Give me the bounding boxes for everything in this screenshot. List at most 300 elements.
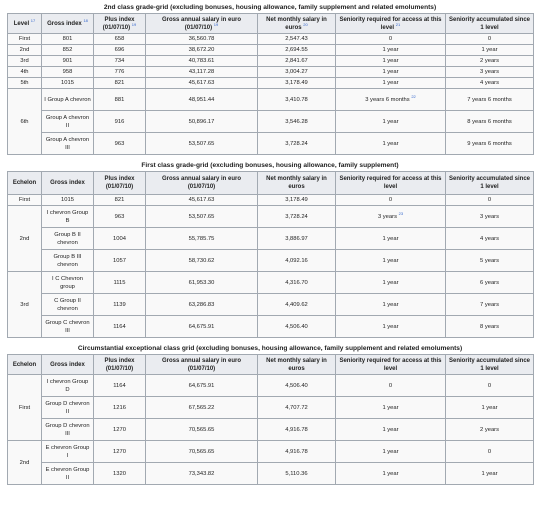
cell-net [258, 78, 336, 89]
cell-annual [146, 206, 258, 228]
cell-value: I chevron Group D [46, 378, 89, 393]
footnote-ref[interactable]: 22 [411, 93, 416, 99]
cell-gross [42, 89, 94, 111]
cell-annual [146, 89, 258, 111]
column-header-label: Seniority required for access at this level [339, 357, 442, 372]
cell-value: 3 years [377, 213, 397, 220]
cell-net [258, 463, 336, 485]
cell-annual [146, 272, 258, 294]
column-header-label: Gross annual salary in euro (01/07/10) [161, 16, 242, 31]
cell-net [258, 441, 336, 463]
cell-value: 963 [114, 140, 125, 147]
footnote-ref[interactable]: 19 [213, 21, 219, 27]
cell-value: 0 [487, 382, 492, 389]
cell-value: Group D chevron III [45, 422, 90, 437]
cell-gross [42, 111, 94, 133]
column-header [258, 14, 336, 34]
cell-net [258, 272, 336, 294]
cell-gross [42, 195, 94, 206]
cell-value: 1 year [382, 235, 399, 242]
cell-annual [146, 294, 258, 316]
cell-acc [446, 45, 534, 56]
cell-value: 2 years [479, 426, 499, 433]
cell-net [258, 375, 336, 397]
cell-req [336, 463, 446, 485]
cell-value: 1164 [113, 323, 126, 330]
cell-plus [94, 78, 146, 89]
cell-gross [42, 34, 94, 45]
cell-req [336, 228, 446, 250]
cell-value: Group D chevron II [45, 400, 90, 415]
grade-grid-first-class [7, 160, 533, 338]
grade-grid-2nd-class [7, 2, 533, 155]
column-header-label: Echelon [12, 361, 37, 368]
cell-acc [446, 272, 534, 294]
cell-value: 43,117.28 [188, 69, 215, 75]
footnote-ref[interactable]: 18 [83, 17, 88, 23]
cell-plus [94, 56, 146, 67]
cell-req [336, 206, 446, 228]
cell-plus [94, 397, 146, 419]
cell-value: 0 [487, 36, 492, 42]
table-row [8, 34, 534, 45]
table-row [8, 419, 534, 441]
column-header [336, 172, 446, 195]
column-header [446, 14, 534, 34]
table-row [8, 133, 534, 155]
column-header [94, 355, 146, 375]
cell-value: 4,409.62 [285, 301, 308, 308]
cell-annual [146, 78, 258, 89]
column-header [146, 14, 258, 34]
cell-gross [42, 441, 94, 463]
cell-gross [42, 375, 94, 397]
column-header-label: Gross index [50, 180, 85, 186]
cell-gross [42, 45, 94, 56]
cell-value: 1164 [113, 382, 126, 389]
cell-value: 3 years [479, 213, 499, 220]
column-header-label: Level [13, 20, 30, 27]
footnote-ref[interactable]: 23 [398, 210, 404, 216]
cell-value: 67,565.22 [188, 404, 215, 411]
cell-req [336, 250, 446, 272]
cell-net [258, 397, 336, 419]
cell-value: I C Chevron group [52, 275, 83, 290]
cell-value: 40,783.61 [188, 58, 215, 64]
cell-level: First [8, 34, 42, 45]
cell-annual [146, 441, 258, 463]
cell-value: 1 year [382, 404, 399, 411]
table-row [8, 89, 534, 111]
column-header-label: Net monthly salary in euros [266, 16, 327, 31]
cell-value: 1 year [382, 257, 399, 264]
column-header-label: Gross index [50, 361, 85, 368]
cell-value: 7 years [479, 301, 499, 308]
cell-gross [42, 272, 94, 294]
column-header [446, 172, 534, 195]
cell-gross [42, 294, 94, 316]
column-header [258, 172, 336, 195]
cell-value: 2,841.67 [285, 58, 308, 64]
cell-value: 0 [388, 36, 393, 42]
column-header [258, 355, 336, 375]
cell-plus [94, 34, 146, 45]
cell-value: 63,286.83 [188, 301, 215, 308]
cell-value: 852 [62, 47, 73, 53]
cell-value: 958 [62, 69, 73, 75]
footnote-ref[interactable]: 21 [395, 21, 401, 27]
cell-value: 3,004.27 [285, 69, 308, 75]
cell-annual [146, 133, 258, 155]
cell-annual [146, 56, 258, 67]
cell-value: 73,343.82 [188, 470, 215, 477]
cell-value: 1004 [113, 235, 126, 242]
cell-value: 70,565.65 [188, 448, 215, 455]
cell-value: C Group II chevron [54, 297, 81, 312]
cell-value: 48,951.44 [188, 96, 215, 103]
column-header [336, 14, 446, 34]
cell-value: 50,896.17 [188, 118, 215, 125]
table-row [8, 78, 534, 89]
column-header [42, 355, 94, 375]
cell-net [258, 45, 336, 56]
cell-value: Group A chevron III [45, 136, 90, 151]
column-header [336, 355, 446, 375]
cell-plus [94, 111, 146, 133]
cell-value: 776 [114, 69, 125, 75]
cell-level: First [8, 195, 42, 206]
cell-plus [94, 195, 146, 206]
cell-gross [42, 56, 94, 67]
cell-plus [94, 67, 146, 78]
table-caption: Circumstantial exceptional class grid (excluding bonuses, housing allowance, family supplement and related emoluments) [77, 345, 463, 352]
cell-net [258, 56, 336, 67]
cell-req [336, 375, 446, 397]
cell-value: 70,565.65 [188, 426, 215, 433]
cell-value: 881 [114, 96, 125, 103]
cell-value: 5 years [479, 257, 499, 264]
cell-plus [94, 375, 146, 397]
cell-value: 963 [114, 213, 125, 220]
cell-plus [94, 133, 146, 155]
cell-value: 4 years [479, 235, 499, 242]
cell-value: 7 years 6 months [467, 96, 512, 103]
cell-net [258, 34, 336, 45]
column-header-label: Gross annual salary in euro (01/07/10) [161, 357, 242, 372]
cell-net [258, 228, 336, 250]
table-row [8, 463, 534, 485]
cell-value: 3,178.49 [285, 80, 308, 86]
table-row [8, 111, 534, 133]
cell-level: 5th [8, 78, 42, 89]
cell-req [336, 89, 446, 111]
cell-req [336, 272, 446, 294]
column-header-label: Gross annual salary in euro (01/07/10) [161, 176, 242, 190]
cell-value: 1 year [382, 448, 399, 455]
cell-value: 45,617.63 [188, 197, 215, 203]
column-header [42, 14, 94, 34]
cell-net [258, 250, 336, 272]
cell-acc [446, 294, 534, 316]
cell-req [336, 441, 446, 463]
footnote-ref[interactable]: 20 [303, 21, 308, 27]
cell-plus [94, 294, 146, 316]
cell-value: 38,672.20 [188, 47, 215, 53]
cell-value: 1 year [382, 69, 399, 75]
column-header [94, 172, 146, 195]
column-header [146, 355, 258, 375]
cell-acc [446, 419, 534, 441]
cell-req [336, 67, 446, 78]
cell-gross [42, 397, 94, 419]
cell-annual [146, 111, 258, 133]
cell-acc [446, 34, 534, 45]
table-row [8, 250, 534, 272]
cell-acc [446, 133, 534, 155]
cell-value: 734 [114, 58, 125, 64]
table-row [8, 441, 534, 463]
cell-value: 1 year [382, 323, 399, 330]
table-row [8, 272, 534, 294]
cell-value: 1 year [481, 47, 498, 53]
cell-req [336, 316, 446, 338]
cell-level: 3rd [8, 272, 42, 338]
cell-level: 6th [8, 89, 42, 155]
cell-req [336, 294, 446, 316]
cell-value: 1270 [113, 426, 126, 433]
column-header [8, 355, 42, 375]
cell-value: 3 years [479, 69, 499, 75]
cell-value: 4,506.40 [285, 323, 308, 330]
cell-value: 4,916.78 [285, 448, 308, 455]
table-row [8, 294, 534, 316]
cell-acc [446, 67, 534, 78]
cell-level: 2nd [8, 206, 42, 272]
cell-gross [42, 228, 94, 250]
cell-value: 4,316.70 [285, 279, 308, 286]
cell-annual [146, 34, 258, 45]
cell-req [336, 397, 446, 419]
cell-value: 45,617.63 [188, 80, 215, 86]
cell-value: 36,560.78 [188, 36, 215, 42]
cell-req [336, 195, 446, 206]
cell-net [258, 133, 336, 155]
cell-net [258, 67, 336, 78]
column-header-label: Seniority accumulated since 1 level [448, 16, 531, 31]
cell-value: 1139 [113, 301, 126, 308]
cell-value: 901 [62, 58, 73, 64]
cell-acc [446, 195, 534, 206]
cell-value: 1 year [481, 404, 498, 411]
cell-value: 55,785.75 [188, 235, 215, 242]
column-header [8, 14, 42, 34]
cell-gross [42, 419, 94, 441]
cell-plus [94, 419, 146, 441]
cell-value: 1 year [382, 426, 399, 433]
grade-grid-exceptional-class [7, 343, 533, 485]
column-header [146, 172, 258, 195]
cell-value: 1 year [382, 58, 399, 64]
cell-acc [446, 316, 534, 338]
cell-value: 5,110.36 [285, 470, 308, 477]
cell-annual [146, 419, 258, 441]
cell-annual [146, 195, 258, 206]
column-header-label: Seniority accumulated since 1 level [448, 357, 531, 372]
cell-value: 6 years [479, 279, 499, 286]
cell-level: 4th [8, 67, 42, 78]
table-header-row [8, 355, 534, 375]
footnote-ref[interactable]: 17 [30, 17, 36, 23]
cell-value: 1057 [113, 257, 126, 264]
cell-net [258, 294, 336, 316]
cell-req [336, 34, 446, 45]
cell-net [258, 316, 336, 338]
cell-level: 2nd [8, 441, 42, 485]
cell-value: 58,730.62 [188, 257, 215, 264]
cell-req [336, 78, 446, 89]
footnote-ref[interactable]: 19 [131, 21, 137, 27]
cell-value: 916 [114, 118, 125, 125]
cell-annual [146, 375, 258, 397]
cell-value: 3 years 6 months [365, 96, 410, 103]
cell-value: 0 [487, 197, 492, 203]
cell-value: 8 years 6 months [467, 118, 512, 125]
column-header-label: Plus index (01/07/10) [104, 176, 135, 190]
cell-value: 53,507.65 [188, 140, 215, 147]
cell-value: 1 year [382, 140, 399, 147]
cell-annual [146, 228, 258, 250]
cell-value: 1 year [382, 279, 399, 286]
cell-value: 2,547.43 [285, 36, 308, 42]
cell-value: 821 [114, 197, 125, 203]
cell-plus [94, 228, 146, 250]
column-header-label: Seniority required for access at this level [339, 16, 442, 31]
cell-value: 3,728.24 [285, 213, 308, 220]
cell-value: 1320 [113, 470, 126, 477]
column-header [446, 355, 534, 375]
cell-acc [446, 397, 534, 419]
cell-plus [94, 206, 146, 228]
cell-annual [146, 316, 258, 338]
cell-value: 0 [388, 382, 393, 389]
cell-value: 4 years [479, 80, 499, 86]
cell-value: 3,886.97 [285, 235, 308, 242]
cell-value: I chevron Group B [46, 209, 89, 224]
cell-value: 1 year [382, 118, 399, 125]
cell-req [336, 56, 446, 67]
cell-req [336, 133, 446, 155]
cell-value: 1015 [61, 80, 74, 86]
cell-value: 64,675.91 [188, 323, 215, 330]
table-row [8, 56, 534, 67]
table-caption: First class grade-grid (excluding bonuses, housing allowance, family supplement) [141, 162, 399, 169]
table-row [8, 397, 534, 419]
cell-value: Group B III chevron [53, 253, 82, 268]
cell-value: E chevron Group II [45, 466, 90, 481]
table-row [8, 316, 534, 338]
cell-gross [42, 250, 94, 272]
cell-value: 696 [114, 47, 125, 53]
cell-net [258, 111, 336, 133]
table-row [8, 195, 534, 206]
column-header [42, 172, 94, 195]
cell-value: Group C chevron III [45, 319, 90, 334]
cell-value: 4,092.16 [285, 257, 308, 264]
cell-gross [42, 78, 94, 89]
cell-value: 0 [388, 197, 393, 203]
cell-value: 4,707.72 [285, 404, 308, 411]
cell-net [258, 419, 336, 441]
cell-value: Group B II chevron [54, 231, 81, 246]
cell-value: 1015 [61, 197, 74, 203]
table-caption: 2nd class grade-grid (excluding bonuses, housing allowance, family supplement and related emoluments) [103, 4, 437, 11]
cell-level: 2nd [8, 45, 42, 56]
column-header-label: Net monthly salary in euros [266, 357, 327, 372]
cell-net [258, 89, 336, 111]
cell-acc [446, 111, 534, 133]
cell-plus [94, 441, 146, 463]
cell-value: 1 year [382, 470, 399, 477]
cell-gross [42, 133, 94, 155]
cell-value: I Group A chevron [44, 96, 91, 103]
table-row [8, 375, 534, 397]
cell-value: 3,178.49 [285, 197, 308, 203]
cell-req [336, 45, 446, 56]
cell-value: 1270 [113, 448, 126, 455]
column-header-label: Gross index [47, 20, 82, 27]
cell-value: 3,410.78 [285, 96, 308, 103]
cell-gross [42, 463, 94, 485]
cell-value: 4,506.40 [285, 382, 308, 389]
cell-value: 3,728.24 [285, 140, 308, 147]
column-header [94, 14, 146, 34]
table-header-row [8, 172, 534, 195]
table-row [8, 206, 534, 228]
salary-table [7, 354, 534, 485]
salary-table [7, 171, 534, 338]
cell-value: E chevron Group I [45, 444, 90, 459]
cell-gross [42, 206, 94, 228]
cell-value: 1 year [382, 80, 399, 86]
cell-value: 61,953.30 [188, 279, 215, 286]
cell-value: 8 years [479, 323, 499, 330]
column-header-label: Net monthly salary in euros [266, 176, 327, 190]
cell-value: 1 year [481, 470, 498, 477]
cell-req [336, 419, 446, 441]
cell-value: 1115 [113, 279, 126, 286]
table-header-row [8, 14, 534, 34]
cell-value: 2 years [479, 58, 499, 64]
cell-annual [146, 463, 258, 485]
cell-value: 3,546.28 [285, 118, 308, 125]
cell-acc [446, 250, 534, 272]
column-header-label: Plus index (01/07/10) [104, 357, 135, 372]
cell-level: First [8, 375, 42, 441]
column-header-label: Plus index (01/07/10) [102, 16, 135, 31]
cell-acc [446, 56, 534, 67]
table-row [8, 228, 534, 250]
cell-value: 9 years 6 months [467, 140, 512, 147]
column-header-label: Seniority accumulated since 1 level [448, 176, 531, 190]
cell-plus [94, 89, 146, 111]
cell-acc [446, 228, 534, 250]
cell-acc [446, 463, 534, 485]
cell-value: 801 [62, 36, 73, 42]
cell-annual [146, 250, 258, 272]
cell-acc [446, 206, 534, 228]
cell-value: Group A chevron II [45, 114, 90, 129]
cell-annual [146, 397, 258, 419]
